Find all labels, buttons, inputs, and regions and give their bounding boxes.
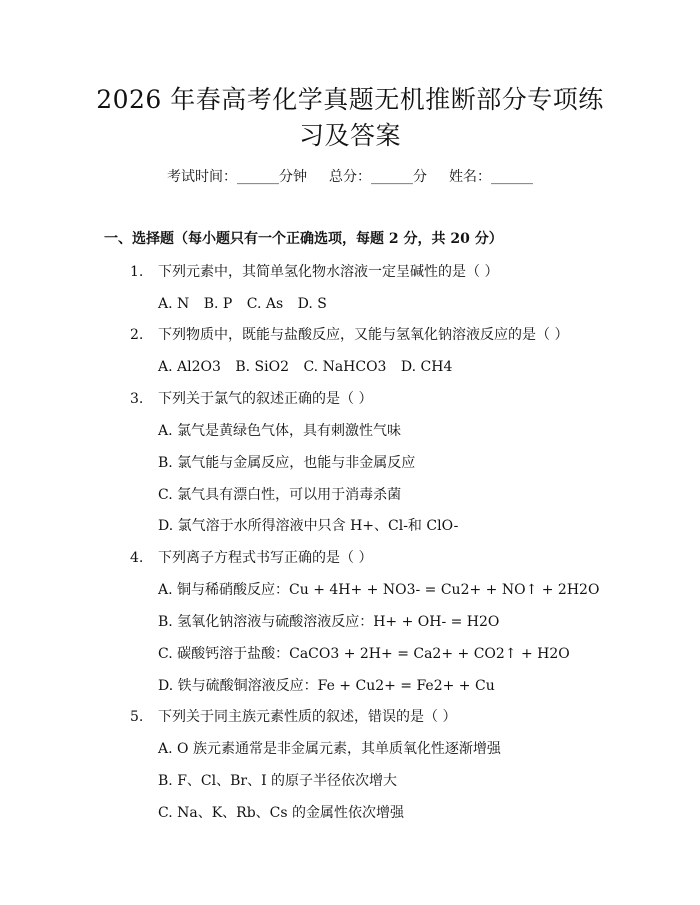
question-number: 5. [130,709,144,725]
page-title-line-1: 2026 年春高考化学真题无机推断部分专项练 [96,85,604,114]
option: B. F、Cl、Br、I 的原子半径依次增大 [158,773,398,789]
question-number: 3. [130,391,144,407]
question-number: 1. [130,264,144,280]
page-title-line-2: 习及答案 [298,121,401,150]
section-heading-choice: 一、选择题（每小题只有一个正确选项，每题 2 分，共 20 分） [104,231,503,247]
option: A. Al2O3 [158,359,221,375]
option: A. O 族元素通常是非金属元素，其单质氧化性逐渐增强 [158,741,501,757]
question-text: 下列元素中，其简单氢化物水溶液一定呈碱性的是（ ） [158,264,499,280]
option: D. 氯气溶于水所得溶液中只含 H+、Cl-和 ClO- [158,518,459,534]
option: D. S [297,296,327,312]
exam-time: 考试时间：______分钟 [167,169,307,185]
option-row [158,294,337,314]
option: D. CH4 [400,359,453,375]
option: D. 铁与硫酸铜溶液反应：Fe + Cu2+ = Fe2+ + Cu [158,678,495,694]
question-text: 下列离子方程式书写正确的是（ ） [158,550,373,566]
exam-score: 总分：______分 [329,169,427,185]
option: C. 氯气具有漂白性，可以用于消毒杀菌 [158,487,402,503]
question-text: 下列物质中，既能与盐酸反应，又能与氢氧化钠溶液反应的是（ ） [158,327,569,343]
option: A. 铜与稀硝酸反应：Cu + 4H+ + NO3- = Cu2+ + NO↑ + 2H2O [158,582,600,598]
option-row [158,357,462,377]
question-text: 下列关于氯气的叙述正确的是（ ） [158,391,373,407]
question-text: 下列关于同主族元素性质的叙述，错误的是（ ） [158,709,457,725]
option: B. SiO2 [235,359,289,375]
option: C. NaHCO3 [303,359,387,375]
question-number: 4. [130,550,144,566]
student-name: 姓名：______ [449,169,533,185]
option: A. N [158,296,190,312]
option: B. 氯气能与金属反应，也能与非金属反应 [158,455,416,471]
exam-meta [0,167,700,187]
option: C. As [246,296,284,312]
question-number: 2. [130,327,144,343]
option: B. 氢氧化钠溶液与硫酸溶液反应：H+ + OH- = H2O [158,614,500,630]
option: C. Na、K、Rb、Cs 的金属性依次增强 [158,805,405,821]
option: C. 碳酸钙溶于盐酸：CaCO3 + 2H+ = Ca2+ + CO2↑ + H2O [158,646,570,662]
option: A. 氯气是黄绿色气体，具有刺激性气味 [158,423,402,439]
option: B. P [203,296,233,312]
